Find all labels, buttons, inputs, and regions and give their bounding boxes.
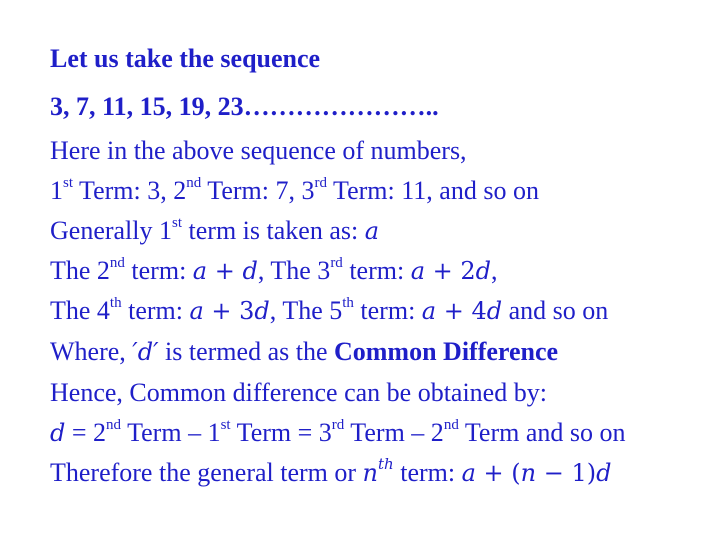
intro-line: Here in the above sequence of numbers, [50,136,467,165]
text: Term and so on [458,418,626,447]
difference-formula-line [50,418,626,448]
text: The 2 [50,256,110,285]
second-third-term-line [50,256,498,286]
ordinal: th [342,295,354,312]
ordinal: nd [109,255,125,272]
math-op: + 2 [425,257,476,285]
text: and so on [502,296,609,325]
text: term is taken as: [182,216,365,245]
text: Term – 1 [121,418,221,447]
ordinal: rd [314,175,328,192]
fourth-fifth-term-line [50,296,608,326]
slide-heading: Let us take the sequence [50,44,321,73]
math-var: d [486,297,503,325]
math-var: d [50,419,66,447]
math-var: n [520,459,537,487]
text: Term: 11, and so on [327,176,539,205]
math-var: a [461,459,476,487]
math-var: n [362,459,379,487]
math-op: + 3 [203,297,255,325]
hence-line: Hence, Common difference can be obtained by: [50,378,547,407]
math-var: d [254,297,270,325]
math-var: a [421,297,437,325]
ordinal: st [220,417,231,434]
text: Term = 3 [230,418,332,447]
text: , [491,256,498,285]
math-op: + ( [475,459,521,487]
text: term: [342,256,411,285]
ordinal: th [109,295,122,312]
text: 1 [50,176,63,205]
text: term: [393,458,462,487]
math-op: + [207,257,243,285]
ordinal: rd [330,255,343,272]
math-var: d [475,257,492,285]
math-var: d [596,459,612,487]
text: , The 3 [257,256,331,285]
math-var: a [410,257,425,285]
sequence-line: 3, 7, 11, 15, 19, 23………………….. [50,92,439,121]
common-difference-line [50,337,558,367]
math-op: − 1) [536,459,597,487]
ordinal: nd [186,175,202,192]
math-var: a [192,257,208,285]
first-term-line [50,216,379,246]
text: term: [124,256,193,285]
ordinal: nd [443,417,459,434]
text: The 4 [50,296,110,325]
ordinal: rd [331,417,345,434]
text: Generally 1 [50,216,173,245]
text: term: [121,296,190,325]
text: Therefore the general term or [50,458,363,487]
general-term-line [50,455,612,488]
math-var: ′d′ [132,338,159,366]
math-sup: th [378,455,394,474]
math-var: d [242,257,258,285]
text: , The 5 [269,296,343,325]
math-var: a [364,217,380,245]
text: Term: 3, 2 [73,176,187,205]
text: Term – 2 [344,418,444,447]
math-op: + 4 [436,297,487,325]
ordinal: st [172,215,183,232]
ordinal: st [63,175,74,192]
text: Term: 7, 3 [201,176,315,205]
text: = 2 [65,418,107,447]
common-difference-term: Common Difference [334,337,559,366]
ordinal: nd [106,417,122,434]
terms-example-line [50,176,539,206]
math-var: a [189,297,204,325]
text: Where, [50,337,133,366]
text: term: [353,296,422,325]
text: is termed as the [158,337,334,366]
